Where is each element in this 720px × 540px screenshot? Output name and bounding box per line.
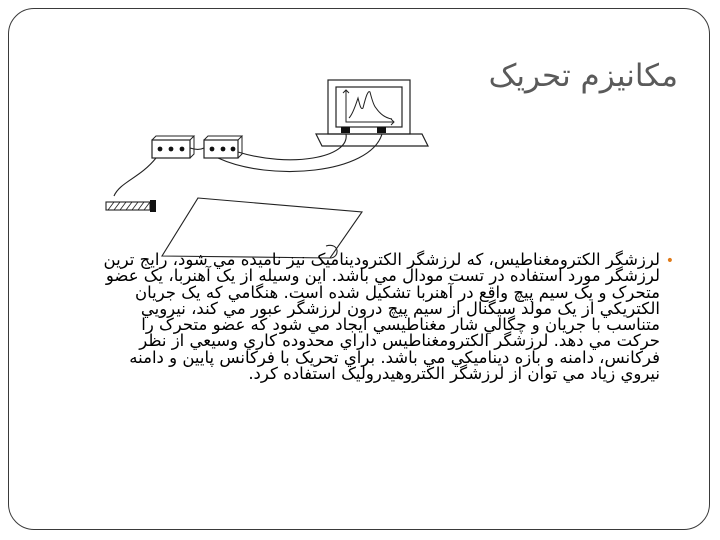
circle-bullet-icon: • (665, 253, 674, 269)
body-paragraph: لرزشگر الکترومغناطيس، که لرزشگر الکتروديناميک نيز ناميده مي شود، رايج ترين لرزشگر مورد استفاده در تست مودال مي باشد. اين وسيله از يک آهنربا، يک عضو متحرک و يک سيم پيچ واقع در آهنربا تشکيل شده است. هنگامي که يک جريان الکتريکي از يک مولد سيگنال از سيم پيچ درون لرزشگر عبور مي کند، نيرويي متناسب با جريان و چگالي شار مغناطيسي ايجاد مي شود که عضو متحرک را حرکت مي دهد. لرزشگر الکترومغناطيس داراي محدوده کاري وسيعي از نظر فرکانس، دامنه و بازه ديناميکي مي باشد. براي تحريک با فرکانس پايين و دامنه نيروي زياد مي توان از لرزشگر الکتروهيدروليک استفاده کرد. (103, 250, 660, 384)
test-plate-icon (162, 198, 362, 258)
test-setup-diagram (100, 78, 430, 260)
response-spectrum-icon (343, 90, 394, 125)
body-text-block (100, 250, 674, 384)
shaker-icon (106, 200, 156, 212)
signal-cables (114, 134, 382, 196)
amplifier-box-icon (152, 136, 194, 158)
slide-title: مکانيزم تحريک (488, 58, 678, 94)
signal-generator-box-icon (204, 136, 242, 158)
monitor-icon (316, 80, 428, 146)
monitor-port-icon (341, 127, 386, 133)
